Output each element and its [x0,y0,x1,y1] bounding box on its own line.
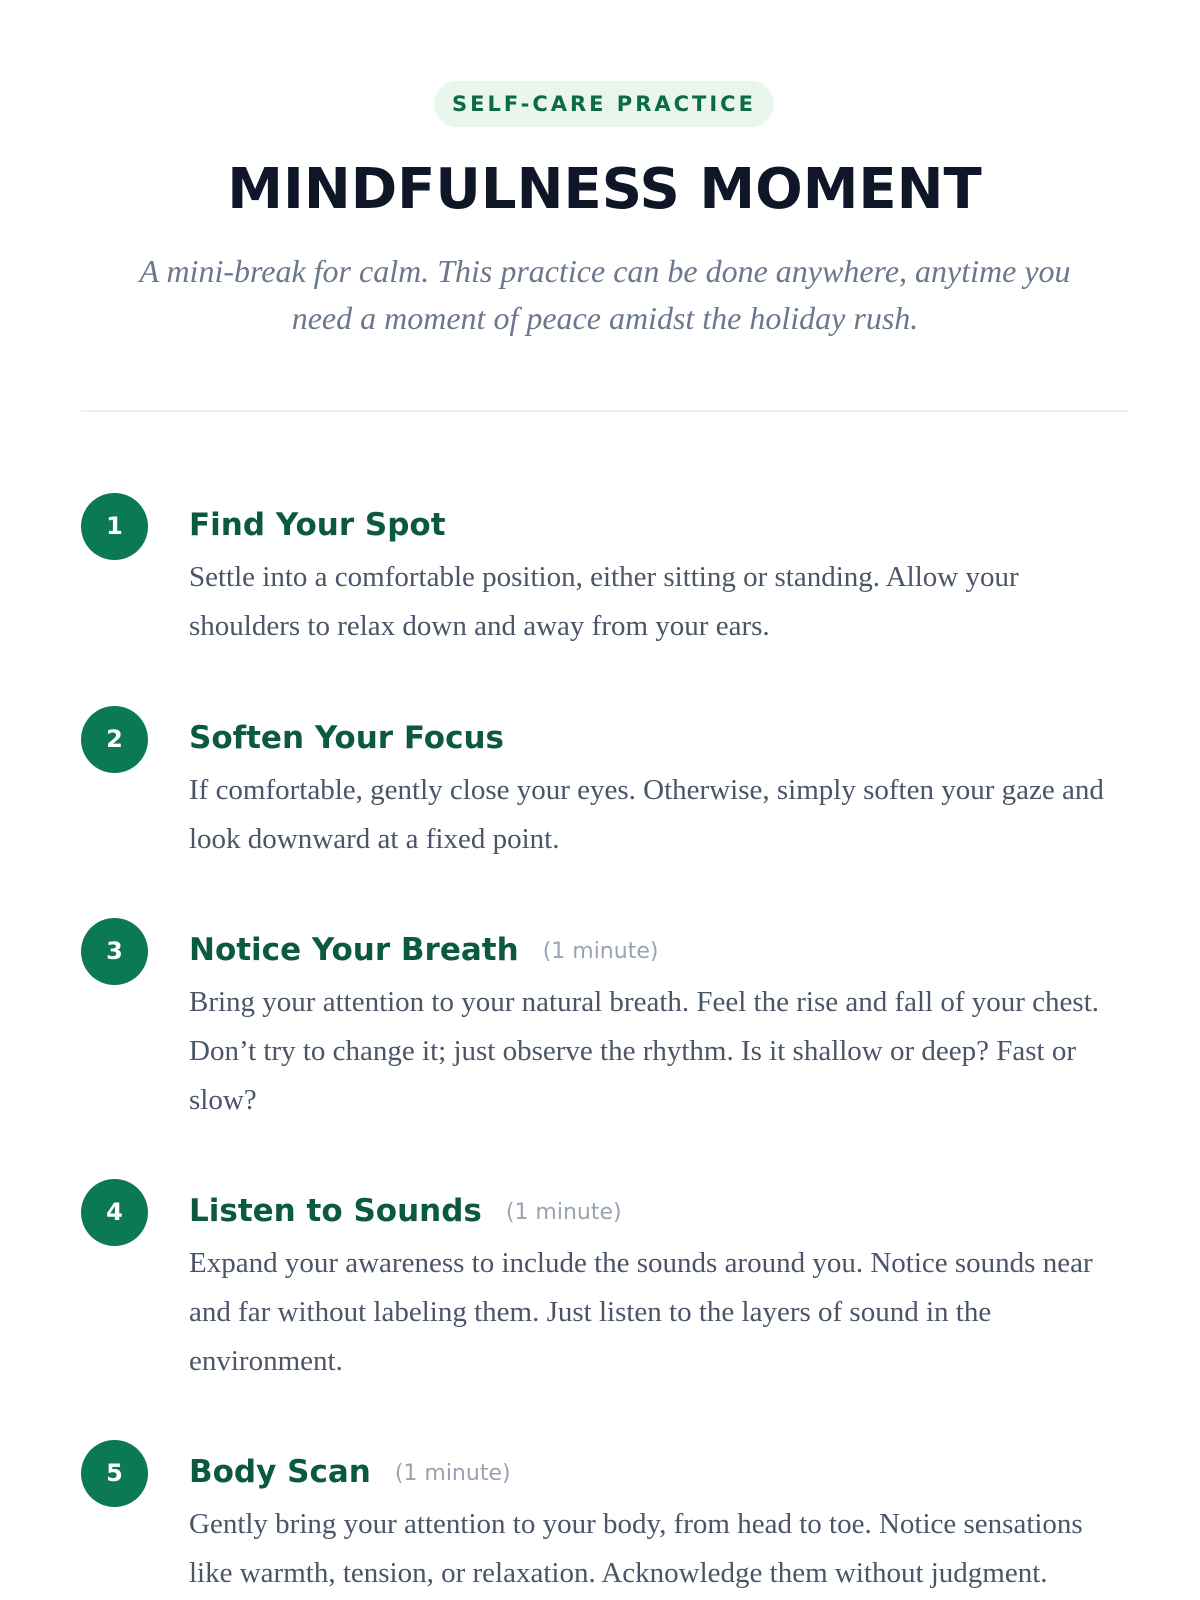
step-title: Notice Your Breath [189,932,519,968]
step-title: Body Scan [189,1454,371,1490]
step-number-badge: 4 [81,1179,148,1246]
step-description: Settle into a comfortable position, either sitting or standing. Allow your shoulders to relax down and away from your ears. [189,561,1019,642]
step-number-badge: 1 [81,493,148,560]
category-badge: SELF-CARE PRACTICE [434,81,774,127]
step-number-badge: 3 [81,918,148,985]
step-duration: (1 minute) [394,1461,511,1486]
step-title: Soften Your Focus [189,720,504,756]
step-heading [189,1450,511,1494]
step-number-badge: 5 [81,1440,148,1507]
step-heading [189,716,504,760]
step-title: Find Your Spot [189,507,446,543]
page-title: MINDFULNESS MOMENT [227,157,982,222]
step-description: Bring your attention to your natural breath. Feel the rise and fall of your chest. Don’t try to change it; just observe the rhythm. Is it shallow or deep? Fast or slow? [189,986,1100,1116]
step-heading [189,928,658,972]
step-title: Listen to Sounds [189,1193,482,1229]
step-number-badge: 2 [81,706,148,773]
step-heading [189,1189,622,1233]
step-duration: (1 minute) [505,1200,622,1225]
step-duration: (1 minute) [542,939,659,964]
step-description: If comfortable, gently close your eyes. Otherwise, simply soften your gaze and look downward at a fixed point. [189,774,1104,855]
step-description: Gently bring your attention to your body, from head to toe. Notice sensations like warmth, tension, or relaxation. Acknowledge them without judgment. [189,1508,1083,1589]
step-description: Expand your awareness to include the sounds around you. Notice sounds near and far without labeling them. Just listen to the layers of sound in the environment. [189,1247,1093,1377]
step-heading [189,503,446,547]
header-divider [81,410,1128,412]
page-subtitle: A mini-break for calm. This practice can be done anywhere, anytime you need a moment of peace amidst the holiday rush. [139,253,1071,336]
